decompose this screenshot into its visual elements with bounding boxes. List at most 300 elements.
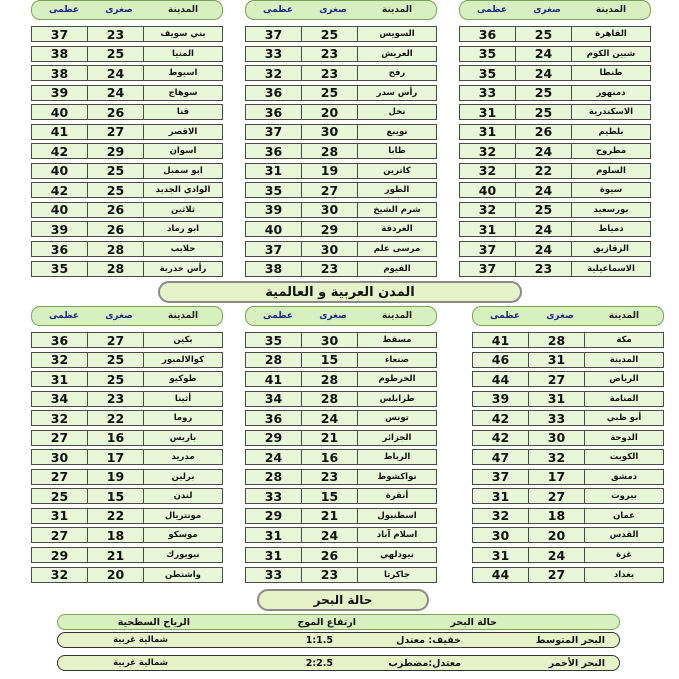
city-name: نواكشوط bbox=[357, 470, 436, 484]
max-temp: 38 bbox=[50, 65, 69, 81]
city-name: صنعاء bbox=[357, 353, 436, 367]
max-temp: 31 bbox=[478, 221, 497, 237]
max-temp: 37 bbox=[264, 241, 283, 257]
table-row bbox=[245, 65, 437, 81]
header-max: عظمى bbox=[476, 5, 508, 15]
city-name: القاهرة bbox=[571, 27, 650, 41]
city-name: واشنطن bbox=[143, 568, 222, 582]
table-row bbox=[472, 410, 664, 426]
min-temp: 15 bbox=[301, 353, 357, 367]
panel-egypt-north bbox=[459, 0, 651, 280]
header-city: المدينة bbox=[167, 5, 199, 15]
city-name: السويس bbox=[357, 27, 436, 41]
max-temp: 32 bbox=[50, 410, 69, 426]
sea-header-wind: الرياح السطحية bbox=[117, 616, 190, 628]
sea-state: معتدل:مضطرب bbox=[388, 657, 461, 669]
max-temp: 36 bbox=[264, 85, 283, 101]
max-temp: 25 bbox=[50, 488, 69, 504]
max-temp: 31 bbox=[491, 547, 510, 563]
table-row bbox=[472, 371, 664, 387]
city-name: طابا bbox=[357, 144, 436, 158]
city-name: غزة bbox=[584, 548, 663, 562]
max-temp: 40 bbox=[50, 104, 69, 120]
max-temp: 32 bbox=[478, 202, 497, 218]
min-temp: 15 bbox=[301, 489, 357, 503]
table-row bbox=[459, 124, 651, 140]
max-temp: 39 bbox=[50, 85, 69, 101]
max-temp: 28 bbox=[264, 352, 283, 368]
min-temp: 20 bbox=[87, 568, 143, 582]
header-max: عظمى bbox=[48, 5, 80, 15]
city-name: أبو ظبي bbox=[584, 411, 663, 425]
max-temp: 40 bbox=[264, 221, 283, 237]
city-name: كاترين bbox=[357, 164, 436, 178]
table-row bbox=[459, 163, 651, 179]
min-temp: 25 bbox=[515, 27, 571, 41]
table-row bbox=[245, 391, 437, 407]
city-name: مسقط bbox=[357, 333, 436, 347]
header-min: صغرى bbox=[319, 311, 347, 321]
min-temp: 23 bbox=[301, 262, 357, 276]
table-row bbox=[245, 567, 437, 583]
table-row bbox=[31, 124, 223, 140]
table-row bbox=[245, 547, 437, 563]
header-min: صغرى bbox=[319, 5, 347, 15]
max-temp: 42 bbox=[50, 143, 69, 159]
rows bbox=[31, 26, 223, 277]
sea-header-row bbox=[57, 614, 620, 630]
max-temp: 39 bbox=[491, 391, 510, 407]
max-temp: 32 bbox=[478, 163, 497, 179]
max-temp: 29 bbox=[50, 547, 69, 563]
max-temp: 38 bbox=[264, 261, 283, 277]
max-temp: 42 bbox=[491, 410, 510, 426]
table-row bbox=[245, 527, 437, 543]
city-name: طوكيو bbox=[143, 372, 222, 386]
max-temp: 35 bbox=[264, 182, 283, 198]
sea-wave: 2:2.5 bbox=[305, 657, 333, 669]
sea-wave: 1:1.5 bbox=[305, 634, 333, 646]
table-row bbox=[31, 261, 223, 277]
header-max: عظمى bbox=[489, 311, 521, 321]
city-name: نيودلهي bbox=[357, 548, 436, 562]
rows bbox=[472, 332, 664, 583]
header-min: صغرى bbox=[105, 5, 133, 15]
city-name: كوالالمبور bbox=[143, 353, 222, 367]
table-row bbox=[472, 567, 664, 583]
header-min: صغرى bbox=[105, 311, 133, 321]
min-temp: 28 bbox=[528, 333, 584, 347]
min-temp: 24 bbox=[515, 222, 571, 236]
max-temp: 39 bbox=[264, 202, 283, 218]
max-temp: 35 bbox=[264, 332, 283, 348]
table-row bbox=[459, 26, 651, 42]
min-temp: 19 bbox=[301, 164, 357, 178]
table-row bbox=[245, 410, 437, 426]
table-row bbox=[459, 65, 651, 81]
city-name: الجزائر bbox=[357, 431, 436, 445]
table-row bbox=[31, 371, 223, 387]
panel-arab-gulf bbox=[472, 306, 664, 586]
city-name: دمشق bbox=[584, 470, 663, 484]
panel-header bbox=[459, 0, 651, 20]
table-row bbox=[245, 104, 437, 120]
header-city: المدينة bbox=[381, 5, 413, 15]
min-temp: 26 bbox=[301, 548, 357, 562]
city-name: شرم الشيخ bbox=[357, 203, 436, 217]
city-name: رأس سدر bbox=[357, 86, 436, 100]
min-temp: 27 bbox=[528, 489, 584, 503]
city-name: دمياط bbox=[571, 222, 650, 236]
table-row bbox=[31, 352, 223, 368]
city-name: نيويورك bbox=[143, 548, 222, 562]
min-temp: 22 bbox=[87, 509, 143, 523]
max-temp: 31 bbox=[264, 547, 283, 563]
max-temp: 33 bbox=[264, 488, 283, 504]
min-temp: 25 bbox=[301, 27, 357, 41]
sea-header-state: حالة البحر bbox=[450, 616, 497, 628]
min-temp: 20 bbox=[528, 528, 584, 542]
max-temp: 46 bbox=[491, 352, 510, 368]
max-temp: 35 bbox=[478, 65, 497, 81]
city-name: بني سويف bbox=[143, 27, 222, 41]
city-name: المنامة bbox=[584, 392, 663, 406]
min-temp: 28 bbox=[87, 262, 143, 276]
city-name: لندن bbox=[143, 489, 222, 503]
table-row bbox=[245, 371, 437, 387]
city-name: بيروت bbox=[584, 489, 663, 503]
table-row bbox=[245, 85, 437, 101]
min-temp: 29 bbox=[301, 222, 357, 236]
max-temp: 36 bbox=[264, 410, 283, 426]
city-name: الخرطوم bbox=[357, 372, 436, 386]
city-name: طرابلس bbox=[357, 392, 436, 406]
city-name: اسطنبول bbox=[357, 509, 436, 523]
panel-egypt-south bbox=[31, 0, 223, 280]
city-name: بغداد bbox=[584, 568, 663, 582]
min-temp: 23 bbox=[87, 392, 143, 406]
table-row bbox=[245, 352, 437, 368]
max-temp: 44 bbox=[491, 371, 510, 387]
min-temp: 26 bbox=[515, 125, 571, 139]
min-temp: 32 bbox=[528, 450, 584, 464]
max-temp: 29 bbox=[264, 508, 283, 524]
header-city: المدينة bbox=[167, 311, 199, 321]
max-temp: 44 bbox=[491, 567, 510, 583]
table-row bbox=[245, 124, 437, 140]
city-name: ابو سمبل bbox=[143, 164, 222, 178]
table-row bbox=[31, 410, 223, 426]
max-temp: 37 bbox=[478, 261, 497, 277]
min-temp: 25 bbox=[515, 86, 571, 100]
min-temp: 25 bbox=[515, 105, 571, 119]
sea-wind: شمالية غربية bbox=[113, 635, 168, 645]
table-row bbox=[31, 391, 223, 407]
min-temp: 21 bbox=[301, 509, 357, 523]
table-row bbox=[245, 430, 437, 446]
table-row bbox=[31, 202, 223, 218]
min-temp: 16 bbox=[87, 431, 143, 445]
city-name: اسوان bbox=[143, 144, 222, 158]
min-temp: 25 bbox=[87, 183, 143, 197]
max-temp: 36 bbox=[50, 332, 69, 348]
min-temp: 25 bbox=[301, 86, 357, 100]
min-temp: 17 bbox=[528, 470, 584, 484]
max-temp: 30 bbox=[491, 527, 510, 543]
max-temp: 41 bbox=[264, 371, 283, 387]
min-temp: 24 bbox=[515, 144, 571, 158]
max-temp: 35 bbox=[50, 261, 69, 277]
city-name: تونس bbox=[357, 411, 436, 425]
table-row bbox=[245, 332, 437, 348]
min-temp: 30 bbox=[528, 431, 584, 445]
max-temp: 31 bbox=[264, 527, 283, 543]
city-name: طنطا bbox=[571, 66, 650, 80]
table-row bbox=[31, 527, 223, 543]
min-temp: 30 bbox=[301, 242, 357, 256]
city-name: اسيوط bbox=[143, 66, 222, 80]
min-temp: 22 bbox=[515, 164, 571, 178]
city-name: بورسعيد bbox=[571, 203, 650, 217]
panel-arab-africa-asia bbox=[245, 306, 437, 586]
table-row bbox=[245, 46, 437, 62]
min-temp: 18 bbox=[528, 509, 584, 523]
min-temp: 25 bbox=[515, 203, 571, 217]
table-row bbox=[472, 488, 664, 504]
city-name: السلوم bbox=[571, 164, 650, 178]
min-temp: 29 bbox=[87, 144, 143, 158]
city-name: بلطيم bbox=[571, 125, 650, 139]
max-temp: 47 bbox=[491, 449, 510, 465]
min-temp: 27 bbox=[87, 125, 143, 139]
city-name: مرسى علم bbox=[357, 242, 436, 256]
table-row bbox=[472, 469, 664, 485]
table-row bbox=[31, 104, 223, 120]
sea-header-wave: ارتفاع الموج bbox=[297, 616, 356, 628]
max-temp: 31 bbox=[264, 163, 283, 179]
table-row bbox=[245, 202, 437, 218]
table-row bbox=[245, 143, 437, 159]
max-temp: 31 bbox=[50, 508, 69, 524]
panel-egypt-sinai bbox=[245, 0, 437, 280]
max-temp: 37 bbox=[264, 26, 283, 42]
table-row bbox=[31, 241, 223, 257]
rows bbox=[459, 26, 651, 277]
max-temp: 35 bbox=[478, 46, 497, 62]
table-row bbox=[472, 449, 664, 465]
min-temp: 26 bbox=[87, 203, 143, 217]
header-city: المدينة bbox=[595, 5, 627, 15]
table-row bbox=[31, 449, 223, 465]
sea-name: البحر المتوسط bbox=[535, 634, 605, 646]
table-row bbox=[472, 332, 664, 348]
city-name: الفيوم bbox=[357, 262, 436, 276]
city-name: الوادي الجديد bbox=[143, 183, 222, 197]
table-row bbox=[459, 221, 651, 237]
max-temp: 33 bbox=[264, 46, 283, 62]
header-min: صغرى bbox=[533, 5, 561, 15]
max-temp: 32 bbox=[491, 508, 510, 524]
table-row bbox=[31, 46, 223, 62]
min-temp: 24 bbox=[301, 411, 357, 425]
max-temp: 36 bbox=[264, 104, 283, 120]
city-name: العريش bbox=[357, 47, 436, 61]
min-temp: 24 bbox=[515, 242, 571, 256]
min-temp: 31 bbox=[528, 392, 584, 406]
table-row bbox=[472, 430, 664, 446]
min-temp: 21 bbox=[301, 431, 357, 445]
city-name: الزقازيق bbox=[571, 242, 650, 256]
table-row bbox=[472, 508, 664, 524]
min-temp: 20 bbox=[301, 105, 357, 119]
table-row bbox=[472, 527, 664, 543]
table-row bbox=[31, 469, 223, 485]
max-temp: 27 bbox=[50, 469, 69, 485]
min-temp: 27 bbox=[528, 568, 584, 582]
table-row bbox=[459, 182, 651, 198]
max-temp: 31 bbox=[491, 488, 510, 504]
city-name: الغردقة bbox=[357, 222, 436, 236]
header-city: المدينة bbox=[381, 311, 413, 321]
min-temp: 28 bbox=[301, 144, 357, 158]
max-temp: 31 bbox=[478, 104, 497, 120]
table-row bbox=[31, 143, 223, 159]
table-row bbox=[245, 449, 437, 465]
max-temp: 34 bbox=[50, 391, 69, 407]
min-temp: 23 bbox=[515, 262, 571, 276]
table-row bbox=[459, 85, 651, 101]
min-temp: 25 bbox=[87, 47, 143, 61]
max-temp: 31 bbox=[478, 124, 497, 140]
table-row bbox=[31, 221, 223, 237]
city-name: مطروح bbox=[571, 144, 650, 158]
city-name: مكة bbox=[584, 333, 663, 347]
table-row bbox=[472, 391, 664, 407]
table-row bbox=[31, 567, 223, 583]
section-title-text: المدن العربية و العالمية bbox=[265, 284, 415, 300]
table-row bbox=[31, 547, 223, 563]
sea-row-red bbox=[57, 655, 620, 671]
min-temp: 28 bbox=[301, 392, 357, 406]
header-max: عظمى bbox=[262, 311, 294, 321]
table-row bbox=[31, 430, 223, 446]
min-temp: 28 bbox=[301, 372, 357, 386]
table-row bbox=[459, 241, 651, 257]
min-temp: 24 bbox=[301, 528, 357, 542]
sea-title-text: حالة البحر bbox=[313, 593, 373, 607]
min-temp: 16 bbox=[301, 450, 357, 464]
max-temp: 41 bbox=[491, 332, 510, 348]
city-name: ابو رماد bbox=[143, 222, 222, 236]
city-name: الاسكندرية bbox=[571, 105, 650, 119]
city-name: حلايب bbox=[143, 242, 222, 256]
min-temp: 23 bbox=[301, 66, 357, 80]
max-temp: 37 bbox=[491, 469, 510, 485]
max-temp: 31 bbox=[50, 371, 69, 387]
min-temp: 30 bbox=[301, 333, 357, 347]
panel-header bbox=[245, 0, 437, 20]
city-name: مونتريال bbox=[143, 509, 222, 523]
min-temp: 23 bbox=[87, 27, 143, 41]
min-temp: 27 bbox=[301, 183, 357, 197]
min-temp: 26 bbox=[87, 222, 143, 236]
city-name: الرياض bbox=[584, 372, 663, 386]
table-row bbox=[245, 469, 437, 485]
table-row bbox=[245, 488, 437, 504]
city-name: أثينا bbox=[143, 392, 222, 406]
panel-header bbox=[31, 306, 223, 326]
table-row bbox=[31, 26, 223, 42]
city-name: المنيا bbox=[143, 47, 222, 61]
max-temp: 33 bbox=[478, 85, 497, 101]
min-temp: 24 bbox=[87, 66, 143, 80]
max-temp: 37 bbox=[50, 26, 69, 42]
min-temp: 23 bbox=[301, 47, 357, 61]
panel-world bbox=[31, 306, 223, 586]
city-name: عمان bbox=[584, 509, 663, 523]
table-row bbox=[245, 163, 437, 179]
city-name: سيوة bbox=[571, 183, 650, 197]
max-temp: 40 bbox=[50, 163, 69, 179]
max-temp: 41 bbox=[50, 124, 69, 140]
table-row bbox=[459, 261, 651, 277]
min-temp: 15 bbox=[87, 489, 143, 503]
header-city: المدينة bbox=[608, 311, 640, 321]
header-min: صغرى bbox=[546, 311, 574, 321]
table-row bbox=[459, 143, 651, 159]
min-temp: 18 bbox=[87, 528, 143, 542]
city-name: نويبع bbox=[357, 125, 436, 139]
city-name: مدريد bbox=[143, 450, 222, 464]
max-temp: 24 bbox=[264, 449, 283, 465]
table-row bbox=[31, 488, 223, 504]
max-temp: 29 bbox=[264, 430, 283, 446]
min-temp: 23 bbox=[301, 470, 357, 484]
min-temp: 24 bbox=[87, 86, 143, 100]
min-temp: 24 bbox=[515, 66, 571, 80]
min-temp: 19 bbox=[87, 470, 143, 484]
panel-header bbox=[245, 306, 437, 326]
city-name: المدينة bbox=[584, 353, 663, 367]
min-temp: 25 bbox=[87, 353, 143, 367]
table-row bbox=[459, 46, 651, 62]
max-temp: 36 bbox=[50, 241, 69, 257]
max-temp: 33 bbox=[264, 567, 283, 583]
city-name: دمنهور bbox=[571, 86, 650, 100]
city-name: الرباط bbox=[357, 450, 436, 464]
min-temp: 24 bbox=[528, 548, 584, 562]
max-temp: 36 bbox=[264, 143, 283, 159]
panel-header bbox=[31, 0, 223, 20]
min-temp: 23 bbox=[301, 568, 357, 582]
max-temp: 38 bbox=[50, 46, 69, 62]
max-temp: 39 bbox=[50, 221, 69, 237]
city-name: جاكرتا bbox=[357, 568, 436, 582]
table-row bbox=[31, 85, 223, 101]
table-row bbox=[245, 221, 437, 237]
table-row bbox=[31, 65, 223, 81]
max-temp: 42 bbox=[50, 182, 69, 198]
rows bbox=[245, 26, 437, 277]
sea-row-mediterranean bbox=[57, 632, 620, 648]
city-name: ثلاثين bbox=[143, 203, 222, 217]
city-name: أنقرة bbox=[357, 489, 436, 503]
table-row bbox=[459, 202, 651, 218]
city-name: نخل bbox=[357, 105, 436, 119]
sea-state: خفيف: معتدل bbox=[396, 634, 461, 646]
min-temp: 27 bbox=[528, 372, 584, 386]
max-temp: 40 bbox=[478, 182, 497, 198]
